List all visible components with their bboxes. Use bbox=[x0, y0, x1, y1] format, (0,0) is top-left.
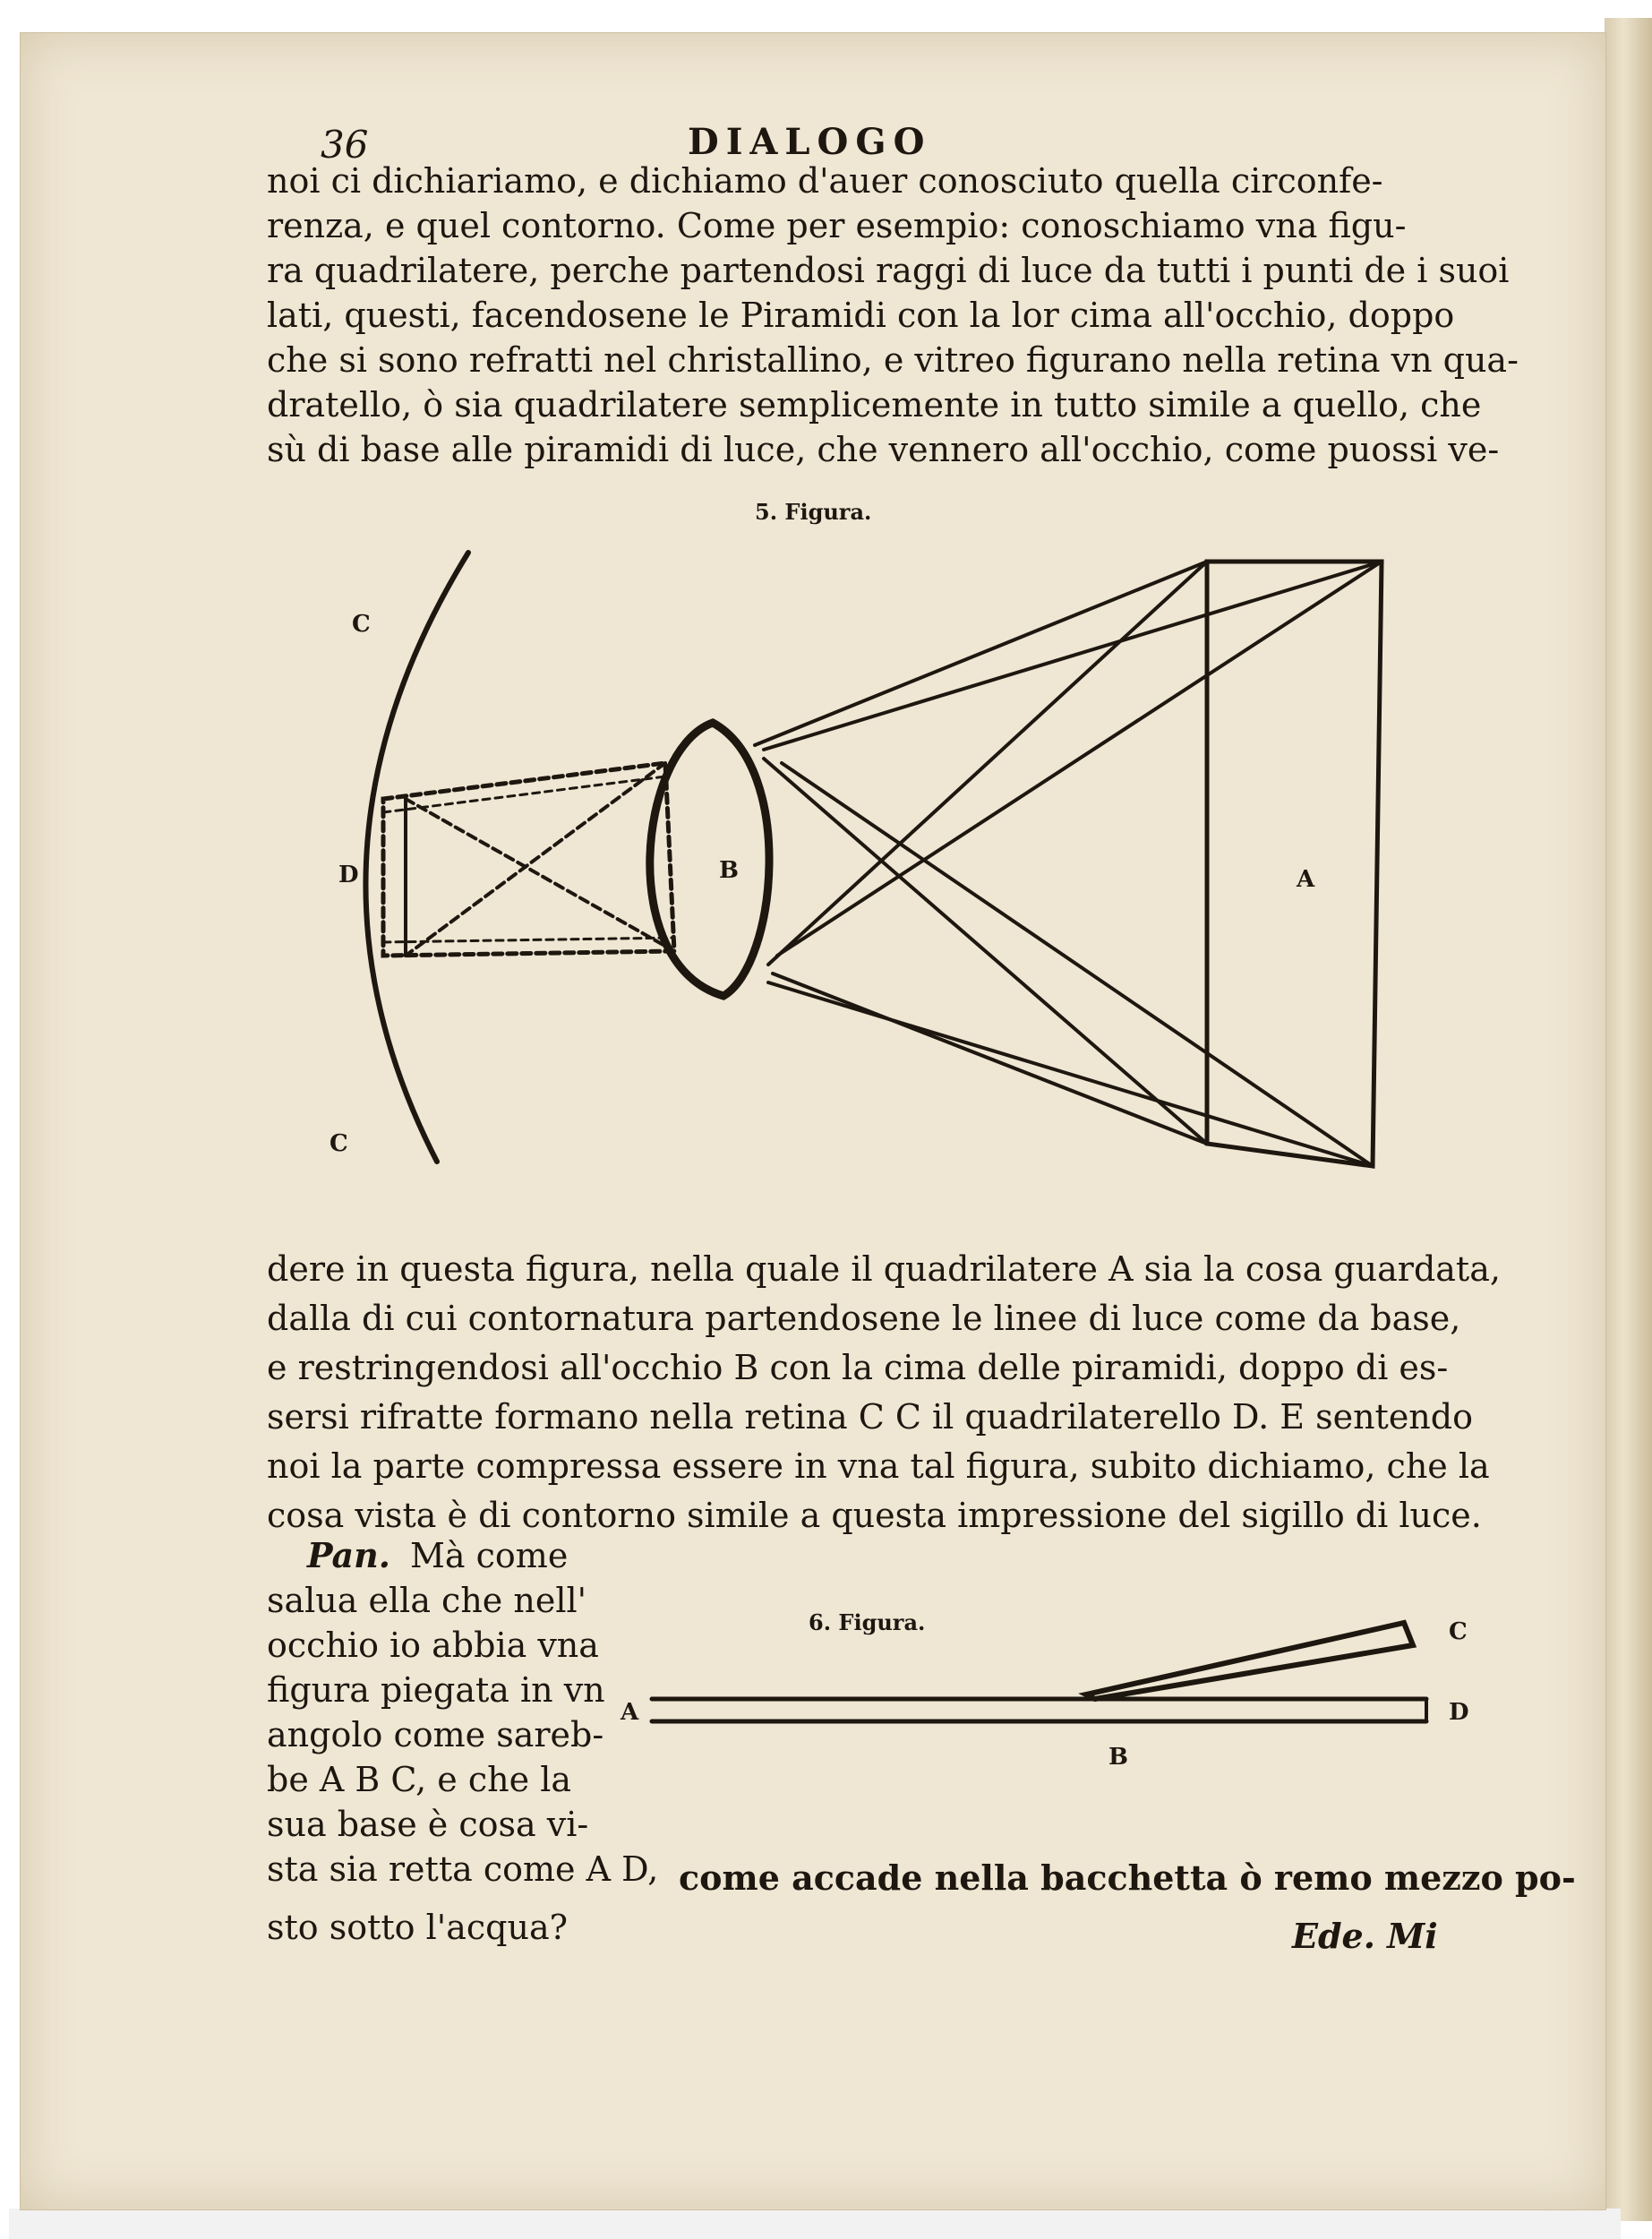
text-line: e restringendosi all'occhio B con la cima delle piramidi, doppo di es- bbox=[267, 1348, 1449, 1387]
adjacent-page-edge bbox=[1605, 18, 1652, 2221]
figure-6-label-A: A bbox=[621, 1699, 639, 1726]
figure-6-label-C: C bbox=[1449, 1618, 1468, 1645]
text-line: noi la parte compressa essere in vna tal figura, subito dichiamo, che la bbox=[267, 1446, 1490, 1486]
text-line: angolo come sareb- bbox=[267, 1715, 604, 1754]
figure-5-label-D: D bbox=[338, 862, 359, 888]
text-line: noi ci dichiariamo, e dichiamo d'auer conosciuto quella circonfe- bbox=[267, 161, 1383, 201]
book-page bbox=[20, 32, 1606, 2210]
text-line: occhio io abbia vna bbox=[267, 1626, 599, 1665]
text-line: salua ella che nell' bbox=[267, 1581, 587, 1620]
text-line: ra quadrilatere, perche partendosi raggi di luce da tutti i punti de i suoi bbox=[267, 251, 1510, 290]
figure-5-label-B: B bbox=[719, 857, 739, 884]
text-line: lati, questi, facendosene le Piramidi con la lor cima all'occhio, doppo bbox=[267, 296, 1455, 335]
text-line-tail: come accade nella bacchetta ò remo mezzo po- bbox=[679, 1857, 1576, 1898]
speaker-name: Pan. bbox=[307, 1535, 391, 1575]
text-line: dere in questa figura, nella quale il quadrilatere A sia la cosa guardata, bbox=[267, 1249, 1501, 1289]
figure-5-caption: 5. Figura. bbox=[755, 499, 872, 525]
text-line: sersi rifratte formano nella retina C C il quadrilaterello D. E sentendo bbox=[267, 1397, 1473, 1437]
bent-stick bbox=[1086, 1623, 1413, 1699]
figure-6-label-B: B bbox=[1108, 1744, 1128, 1771]
text-line: dalla di cui contornatura partendosene le linee di luce come da base, bbox=[267, 1299, 1461, 1338]
text-line: Mà come bbox=[410, 1536, 569, 1575]
text-line: dratello, ò sia quadrilatere semplicemente in tutto simile a quello, che bbox=[267, 385, 1482, 425]
text-line-last: sto sotto l'acqua? bbox=[267, 1908, 568, 1947]
text-line: sua base è cosa vi- bbox=[267, 1805, 589, 1844]
figure-6-caption: 6. Figura. bbox=[809, 1609, 926, 1635]
text-line: sta sia retta come A D, bbox=[267, 1849, 659, 1889]
figure-5-label-C-top: C bbox=[352, 611, 371, 638]
text-line: renza, e quel contorno. Come per esempio: conoschiamo vna figu- bbox=[267, 206, 1407, 245]
text-line: cosa vista è di contorno simile a questa impressione del sigillo di luce. bbox=[267, 1496, 1482, 1535]
background-strip bbox=[9, 2209, 1621, 2239]
text-line: sù di base alle piramidi di luce, che vennero all'occhio, come puossi ve- bbox=[267, 430, 1500, 469]
catchword: Ede. Mi bbox=[1292, 1916, 1438, 1956]
figure-5-label-C-bottom: C bbox=[330, 1130, 348, 1157]
figure-5-label-A: A bbox=[1297, 866, 1315, 893]
page-number: 36 bbox=[321, 123, 369, 167]
figure-6-diagram bbox=[21, 33, 1605, 2183]
text-line: figura piegata in vn bbox=[267, 1670, 605, 1710]
figure-6-label-D: D bbox=[1449, 1699, 1469, 1726]
text-line: che si sono refratti nel christallino, e vitreo figurano nella retina vn qua- bbox=[267, 340, 1519, 380]
text-line: be A B C, e che la bbox=[267, 1760, 571, 1799]
running-title: DIALOGO bbox=[688, 121, 932, 163]
